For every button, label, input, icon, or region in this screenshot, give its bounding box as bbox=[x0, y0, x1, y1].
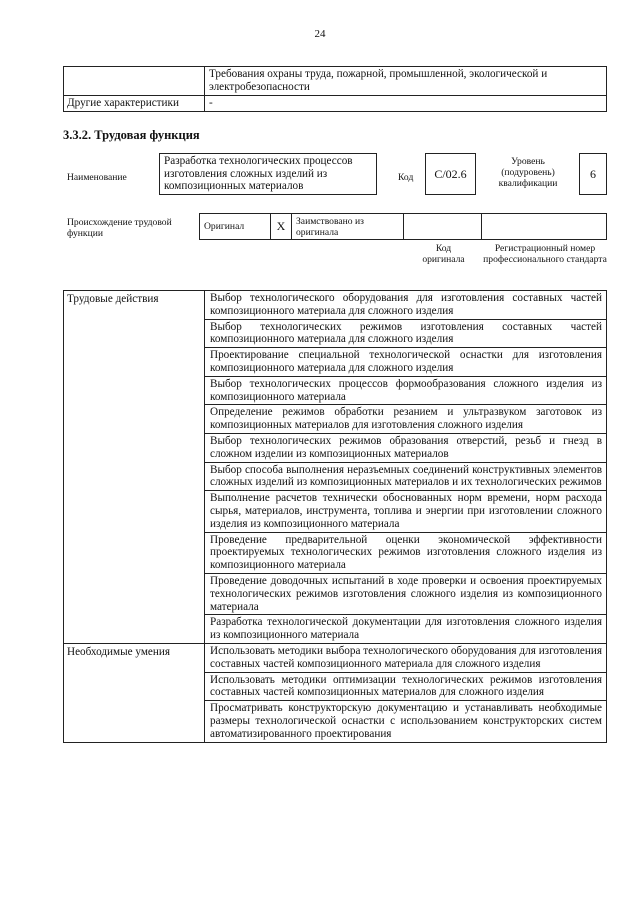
origin-label: Происхождение трудовой функции bbox=[67, 217, 172, 239]
table-row bbox=[64, 643, 607, 672]
original-mark: X bbox=[271, 214, 292, 240]
name-label: Наименование bbox=[67, 172, 127, 183]
row-label bbox=[64, 67, 205, 96]
labor-action-item: Выбор технологических режимов образования отверстий, резьб и гнезд в сложном изделии из композиционных материалов bbox=[205, 433, 607, 462]
reg-number-label: Регистрационный номер профессионального стандарта bbox=[483, 243, 607, 265]
labor-action-item: Выбор технологических процессов формообразования сложного изделия из композиционного материала bbox=[205, 376, 607, 405]
labor-action-item: Выбор технологического оборудования для изготовления составных частей композиционного материала для сложного изделия bbox=[205, 291, 607, 320]
skill-item: Использовать методики выбора технологического оборудования для изготовления составных частей композиционного материала для сложного изделия bbox=[205, 643, 607, 672]
skill-item: Использовать методики оптимизации технологических режимов изготовления составных частей композиционных материалов для сложного изделия bbox=[205, 672, 607, 701]
section-title: 3.3.2. Трудовая функция bbox=[63, 128, 200, 142]
labor-action-item: Выполнение расчетов технически обоснованных норм времени, норм расхода сырья, материалов, инструмента, топлива и энергии при изготовлении сложного изделия из композиционного материала bbox=[205, 491, 607, 532]
table-row bbox=[64, 67, 607, 96]
function-code-box: C/02.6 bbox=[425, 153, 476, 195]
row-value-other-characteristics: - bbox=[205, 96, 607, 112]
code-label: Код bbox=[398, 172, 414, 183]
code-original-label: Код оригинала bbox=[422, 243, 465, 265]
borrowed-label: Заимствовано из оригинала bbox=[292, 214, 404, 240]
code-original-cell bbox=[404, 214, 482, 240]
labor-actions-label: Трудовые действия bbox=[64, 291, 205, 644]
characteristics-table bbox=[63, 66, 607, 112]
row-label-other-characteristics: Другие характеристики bbox=[64, 96, 205, 112]
labor-action-item: Выбор способа выполнения неразъемных соединений конструктивных элементов сложных изделий из композиционных материалов и их технологических режимов bbox=[205, 462, 607, 491]
reg-number-cell bbox=[482, 214, 607, 240]
qualification-level-label: Уровень (подуровень) квалификации bbox=[498, 156, 558, 189]
required-skills-label: Необходимые умения bbox=[64, 643, 205, 742]
skill-item: Просматривать конструкторскую документацию и устанавливать необходимые размеры технологической оснастки с использованием конструкторских систем автоматизированного проектирования bbox=[205, 701, 607, 742]
table-row bbox=[64, 291, 607, 320]
page-number: 24 bbox=[314, 28, 326, 40]
table-row bbox=[64, 96, 607, 112]
labor-action-item: Проведение доводочных испытаний в ходе проверки и освоения проектируемых технологических режимов изготовления сложного изделия из композиционного материала bbox=[205, 573, 607, 614]
labor-action-item: Выбор технологических режимов изготовления составных частей композиционного материала для сложного изделия bbox=[205, 319, 607, 348]
table-row bbox=[200, 214, 607, 240]
original-label: Оригинал bbox=[200, 214, 271, 240]
function-details-table bbox=[63, 290, 607, 743]
labor-action-item: Проектирование специальной технологической оснастки для изготовления композиционного материала для сложного изделия bbox=[205, 348, 607, 377]
labor-action-item: Разработка технологической документации для изготовления сложного изделия из композиционного материала bbox=[205, 615, 607, 644]
function-name-box: Разработка технологических процессов изготовления сложных изделий из композиционных материалов bbox=[159, 153, 377, 195]
qualification-level-box: 6 bbox=[579, 153, 607, 195]
origin-table bbox=[199, 213, 607, 240]
row-value: Требования охраны труда, пожарной, промышленной, экологической и электробезопасности bbox=[205, 67, 607, 96]
labor-action-item: Проведение предварительной оценки экономической эффективности проектируемых технологических режимов изготовления сложного изделия из композиционного материала bbox=[205, 532, 607, 573]
labor-action-item: Определение режимов обработки резанием и ультразвуком заготовок из композиционных материалов для изготовления сложного изделия bbox=[205, 405, 607, 434]
